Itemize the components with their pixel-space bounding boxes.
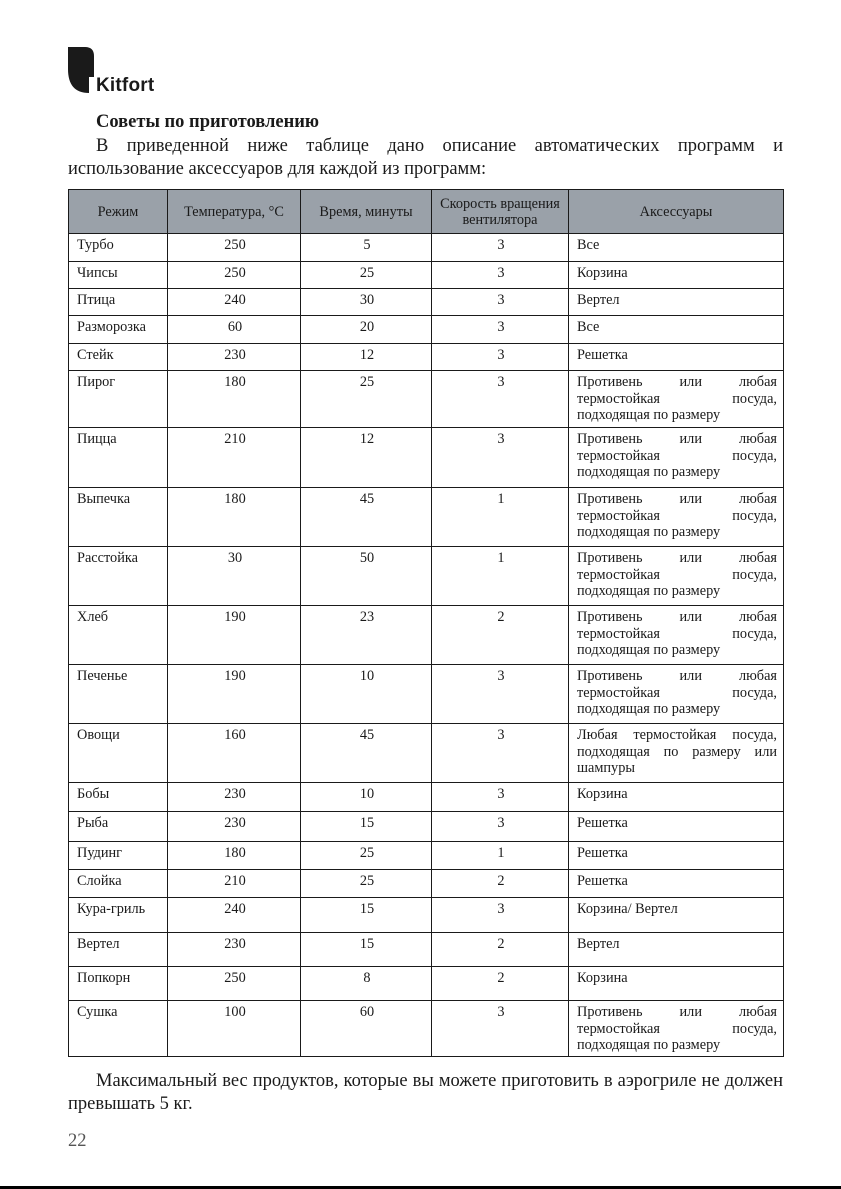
cell-temperature: 30 — [168, 547, 301, 606]
cell-fan-speed: 2 — [432, 870, 569, 898]
table-row — [69, 842, 784, 870]
table-row — [69, 234, 784, 262]
cell-accessories: Решетка — [569, 812, 784, 842]
table-row — [69, 371, 784, 428]
table-row — [69, 967, 784, 1001]
cell-accessories: Корзина — [569, 262, 784, 289]
cell-mode: Турбо — [69, 234, 168, 262]
cell-accessories: Решетка — [569, 842, 784, 870]
cell-fan-speed: 1 — [432, 547, 569, 606]
cell-mode: Пирог — [69, 371, 168, 428]
cell-temperature: 210 — [168, 870, 301, 898]
table-row — [69, 1001, 784, 1057]
cell-fan-speed: 3 — [432, 316, 569, 344]
cell-mode: Бобы — [69, 783, 168, 812]
brand-name: Kitfort — [96, 75, 155, 96]
cell-fan-speed: 3 — [432, 428, 569, 488]
cell-time: 10 — [301, 783, 432, 812]
programs-table — [68, 189, 784, 1057]
cell-fan-speed: 2 — [432, 933, 569, 967]
cell-temperature: 250 — [168, 262, 301, 289]
cell-mode: Слойка — [69, 870, 168, 898]
cell-fan-speed: 3 — [432, 234, 569, 262]
cell-mode: Вертел — [69, 933, 168, 967]
cell-fan-speed: 1 — [432, 842, 569, 870]
cell-mode: Рыба — [69, 812, 168, 842]
cell-temperature: 250 — [168, 234, 301, 262]
cell-time: 15 — [301, 933, 432, 967]
cell-fan-speed: 2 — [432, 606, 569, 665]
column-header-fan-speed: Скорость вращения вентилятора — [432, 190, 569, 234]
cell-fan-speed: 1 — [432, 488, 569, 547]
table-row — [69, 812, 784, 842]
brand-logo — [68, 47, 188, 97]
cell-fan-speed: 3 — [432, 1001, 569, 1057]
cell-accessories: Все — [569, 234, 784, 262]
cell-fan-speed: 3 — [432, 262, 569, 289]
cell-temperature: 160 — [168, 724, 301, 783]
cell-time: 5 — [301, 234, 432, 262]
cell-fan-speed: 3 — [432, 344, 569, 371]
cell-time: 20 — [301, 316, 432, 344]
cell-time: 45 — [301, 724, 432, 783]
table-row — [69, 606, 784, 665]
table-row — [69, 724, 784, 783]
table-row — [69, 933, 784, 967]
cell-accessories: Все — [569, 316, 784, 344]
cell-accessories: Противень или любая термостойкая посуда, подходящая по размеру — [569, 665, 784, 724]
cell-temperature: 230 — [168, 812, 301, 842]
cell-fan-speed: 3 — [432, 783, 569, 812]
table-row — [69, 316, 784, 344]
table-row — [69, 870, 784, 898]
cell-mode: Выпечка — [69, 488, 168, 547]
page-number: 22 — [68, 1131, 87, 1151]
section-heading: Советы по приготовлению — [96, 112, 320, 132]
table-row — [69, 344, 784, 371]
cell-mode: Чипсы — [69, 262, 168, 289]
cell-temperature: 230 — [168, 344, 301, 371]
cell-fan-speed: 3 — [432, 665, 569, 724]
cell-temperature: 250 — [168, 967, 301, 1001]
cell-time: 12 — [301, 428, 432, 488]
cell-time: 12 — [301, 344, 432, 371]
cell-mode: Пудинг — [69, 842, 168, 870]
table-header-row — [69, 190, 784, 234]
cell-time: 45 — [301, 488, 432, 547]
cell-accessories: Корзина — [569, 783, 784, 812]
cell-mode: Хлеб — [69, 606, 168, 665]
column-header-mode: Режим — [69, 190, 168, 234]
table-row — [69, 898, 784, 933]
cell-mode: Попкорн — [69, 967, 168, 1001]
cell-fan-speed: 3 — [432, 898, 569, 933]
cell-time: 60 — [301, 1001, 432, 1057]
cell-accessories: Противень или любая термостойкая посуда, подходящая по размеру — [569, 371, 784, 428]
cell-time: 15 — [301, 898, 432, 933]
cell-time: 25 — [301, 262, 432, 289]
cell-time: 30 — [301, 289, 432, 316]
cell-temperature: 180 — [168, 371, 301, 428]
cell-accessories: Противень или любая термостойкая посуда, подходящая по размеру — [569, 488, 784, 547]
cell-time: 15 — [301, 812, 432, 842]
table-row — [69, 289, 784, 316]
cell-fan-speed: 3 — [432, 371, 569, 428]
cell-temperature: 190 — [168, 665, 301, 724]
table-body — [69, 234, 784, 1057]
cell-temperature: 210 — [168, 428, 301, 488]
cell-mode: Стейк — [69, 344, 168, 371]
cell-time: 50 — [301, 547, 432, 606]
cell-fan-speed: 2 — [432, 967, 569, 1001]
cell-accessories: Корзина — [569, 967, 784, 1001]
cell-temperature: 230 — [168, 783, 301, 812]
cell-time: 25 — [301, 870, 432, 898]
cell-temperature: 60 — [168, 316, 301, 344]
table-row — [69, 547, 784, 606]
cell-temperature: 240 — [168, 289, 301, 316]
max-weight-note: Максимальный вес продуктов, которые вы можете приготовить в аэрогриле не должен превышать 5 кг. — [68, 1071, 783, 1114]
cell-temperature: 240 — [168, 898, 301, 933]
cell-mode: Расстойка — [69, 547, 168, 606]
cell-fan-speed: 3 — [432, 289, 569, 316]
cell-temperature: 190 — [168, 606, 301, 665]
cell-mode: Печенье — [69, 665, 168, 724]
cell-accessories: Решетка — [569, 870, 784, 898]
cell-time: 25 — [301, 371, 432, 428]
cell-time: 10 — [301, 665, 432, 724]
cell-accessories: Решетка — [569, 344, 784, 371]
cell-temperature: 180 — [168, 488, 301, 547]
kitfort-logo-icon — [68, 47, 94, 93]
cell-temperature: 180 — [168, 842, 301, 870]
cell-accessories: Корзина/ Вертел — [569, 898, 784, 933]
cell-accessories: Противень или любая термостойкая посуда, подходящая по размеру — [569, 428, 784, 488]
cell-accessories: Противень или любая термостойкая посуда, подходящая по размеру — [569, 1001, 784, 1057]
cell-fan-speed: 3 — [432, 812, 569, 842]
cell-mode: Кура-гриль — [69, 898, 168, 933]
table-row — [69, 665, 784, 724]
cell-accessories: Любая термостойкая посуда, подходящая по размеру или шампуры — [569, 724, 784, 783]
cell-time: 8 — [301, 967, 432, 1001]
table-row — [69, 262, 784, 289]
cell-mode: Овощи — [69, 724, 168, 783]
table-row — [69, 783, 784, 812]
cell-accessories: Вертел — [569, 933, 784, 967]
cell-time: 23 — [301, 606, 432, 665]
column-header-accessories: Аксессуары — [569, 190, 784, 234]
cell-accessories: Противень или любая термостойкая посуда, подходящая по размеру — [569, 547, 784, 606]
cell-mode: Пицца — [69, 428, 168, 488]
cell-mode: Разморозка — [69, 316, 168, 344]
cell-mode: Сушка — [69, 1001, 168, 1057]
column-header-temperature: Температура, °С — [168, 190, 301, 234]
cell-accessories: Вертел — [569, 289, 784, 316]
cell-fan-speed: 3 — [432, 724, 569, 783]
cell-temperature: 100 — [168, 1001, 301, 1057]
table-row — [69, 428, 784, 488]
cell-accessories: Противень или любая термостойкая посуда, подходящая по размеру — [569, 606, 784, 665]
table-row — [69, 488, 784, 547]
cell-mode: Птица — [69, 289, 168, 316]
cell-time: 25 — [301, 842, 432, 870]
intro-paragraph: В приведенной ниже таблице дано описание автоматических программ и использование аксессуаров для каждой из программ: — [68, 136, 783, 179]
column-header-time: Время, минуты — [301, 190, 432, 234]
cell-temperature: 230 — [168, 933, 301, 967]
